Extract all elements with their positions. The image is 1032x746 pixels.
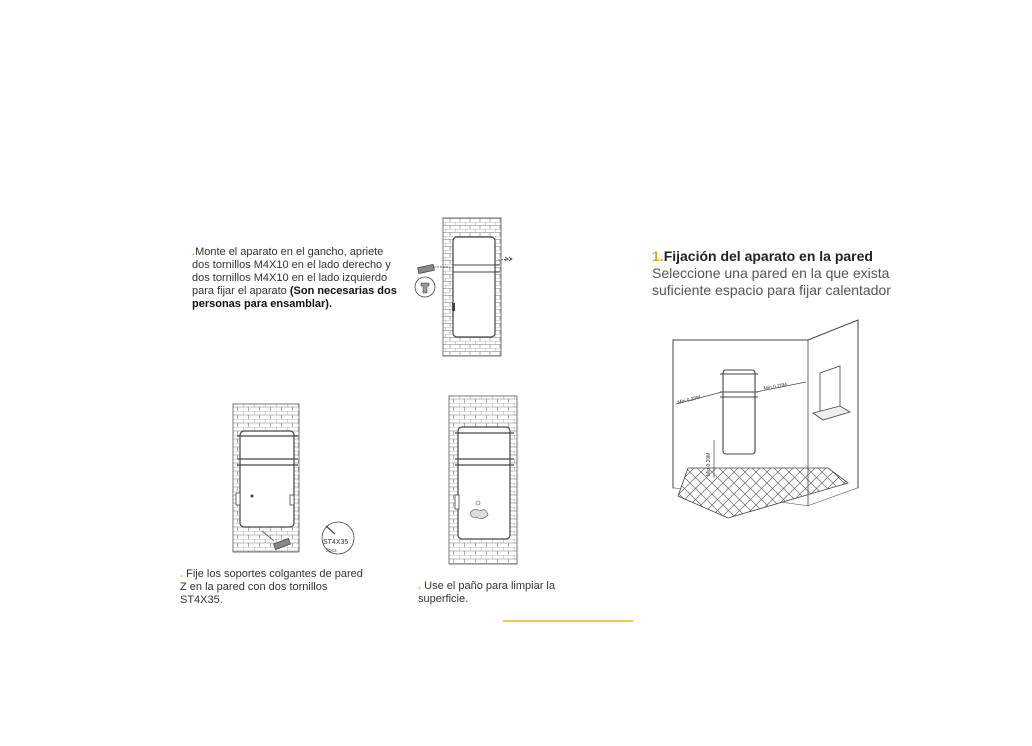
screw-label-text: ST4X35 [323,539,349,546]
step-wall-title: Fijación del aparato en la pared [663,248,873,264]
mount-illustration [405,215,520,360]
step-mount-bullet: . [192,246,196,258]
step-clean-bullet: . [418,580,422,592]
accent-divider [503,620,633,622]
screw-qty-text: 2pcs [326,548,337,554]
step-mount-text [192,246,397,311]
dim-vertical-label: Min 0.20M [706,452,712,476]
step-clean-text [418,580,588,606]
step-brackets-bullet: . [180,568,184,580]
dim-right-label: Min 0.20M [763,382,788,392]
step-brackets-body: Fije los soportes colgantes de pared Z en la pared con dos tornillos ST4X35. [180,568,363,606]
step-mount-body: Monte el aparato en el gancho, apriete dos tornillos M4X10 en el lado derecho y dos tornillos M4X10 en el lado izquierdo para fijar el aparato [192,246,391,297]
step-brackets-text [180,568,370,607]
step-wall-heading [652,248,892,299]
room-illustration [668,318,863,528]
step-wall-number: 1. [652,248,664,264]
step-clean-body: Use el paño para limpiar la superficie. [418,580,555,605]
dim-left-label: Min 0.20M [677,394,702,406]
brackets-illustration [232,403,360,555]
clean-illustration [448,395,523,567]
step-wall-body: Seleccione una pared en la que exista suficiente espacio para fijar calentador [652,265,891,298]
step-mount-note: (Son necesarias dos personas para ensamblar). [192,285,397,310]
